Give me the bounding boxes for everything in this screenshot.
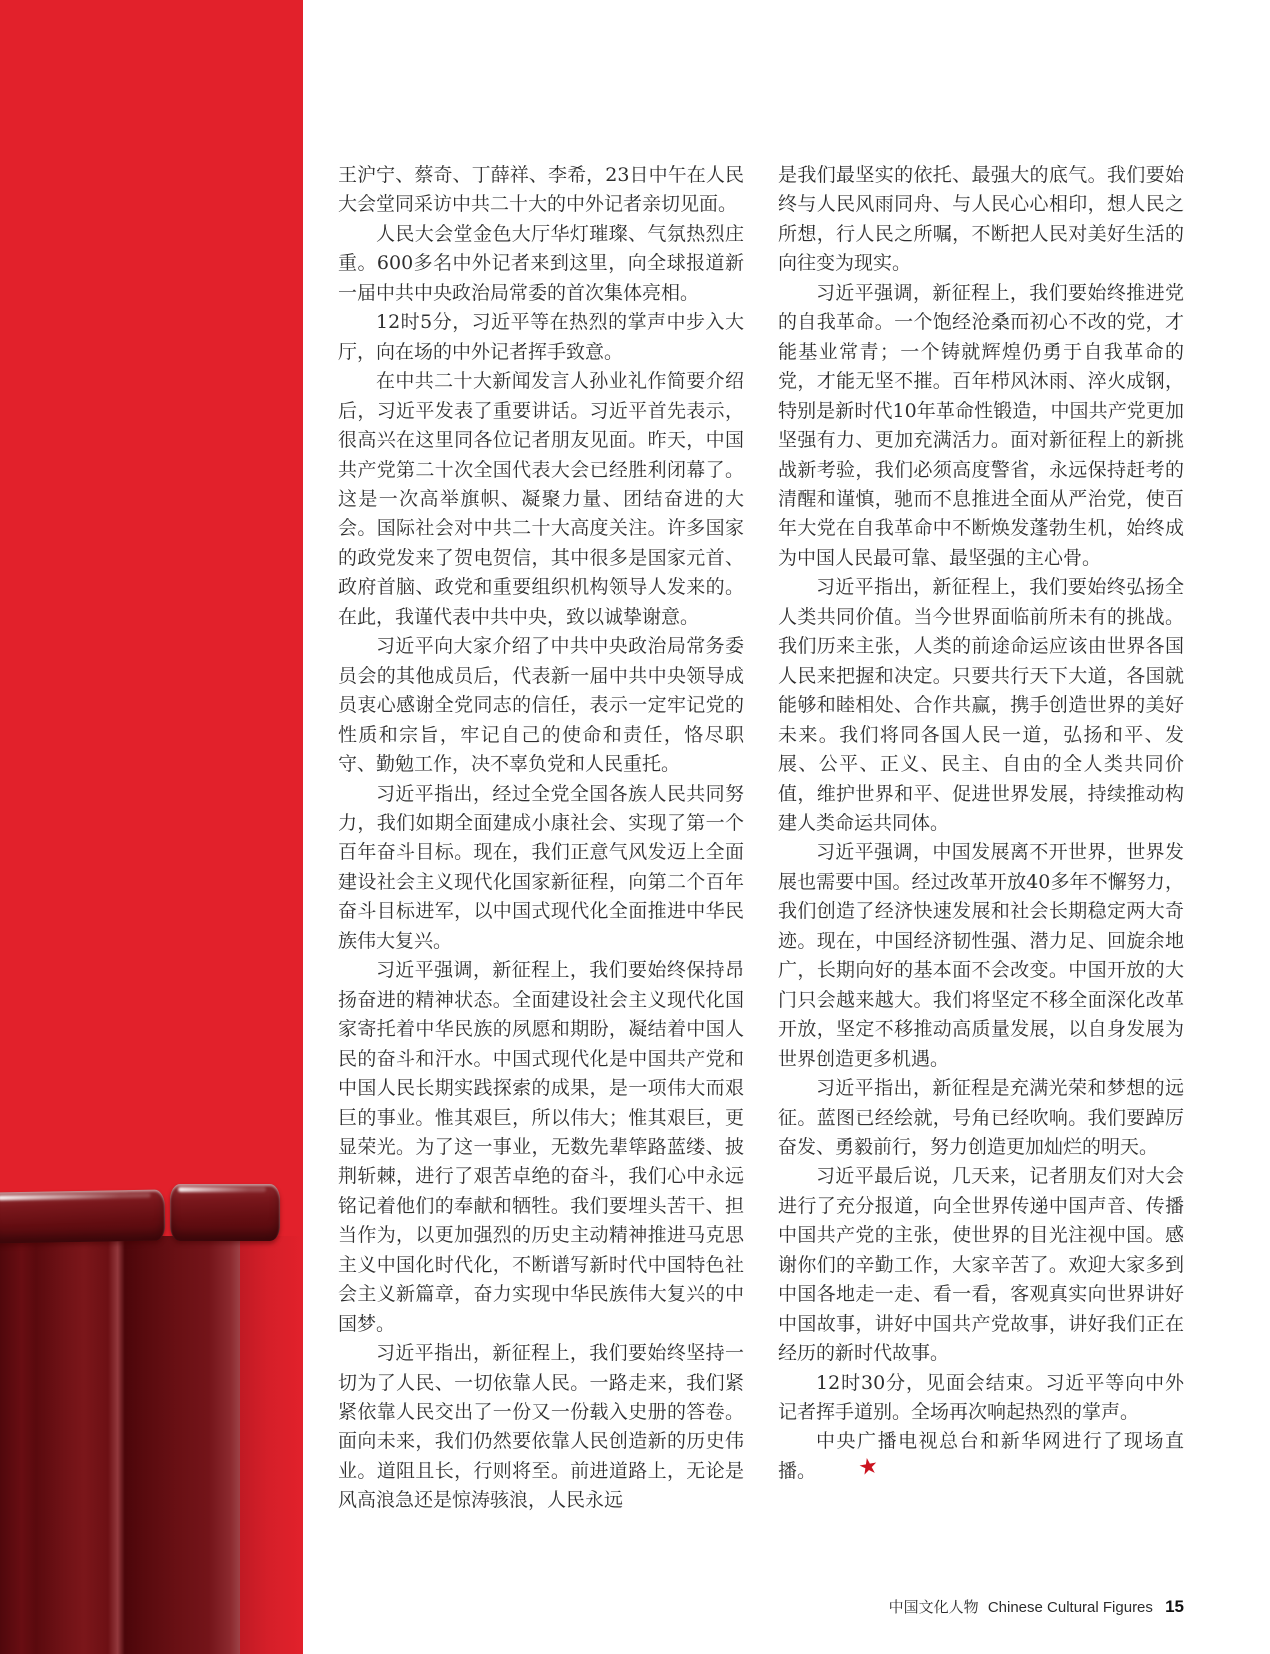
page-footer [338,1596,1184,1617]
paragraph: 在中共二十大新闻发言人孙业礼作简要介绍后，习近平发表了重要讲话。习近平首先表示，很高兴在这里同各位记者朋友见面。昨天，中国共产党第二十次全国代表大会已经胜利闭幕了。这是一次高举旗帜、凝聚力量、团结奋进的大会。国际社会对中共二十大高度关注。许多国家的政党发来了贺电贺信，其中很多是国家元首、政府首脑、政党和重要组织机构领导人发来的。在此，我谨代表中共中央，致以诚挚谢意。 [338,370,744,628]
paragraph: 习近平强调，新征程上，我们要始终保持昂扬奋进的精神状态。全面建设社会主义现代化国家寄托着中华民族的夙愿和期盼，凝结着中国人民的奋斗和汗水。中国式现代化是中国共产党和中国人民长期实践探索的成果，是一项伟大而艰巨的事业。惟其艰巨，所以伟大；惟其艰巨，更显荣光。为了这一事业，无数先辈筚路蓝缕、披荆斩棘，进行了艰苦卓绝的奋斗，我们心中永远铭记着他们的奉献和牺牲。我们要埋头苦干、担当作为，以更加强烈的历史主动精神推进马克思主义中国化时代化，不断谱写新时代中国特色社会主义新篇章，奋力实现中华民族伟大复兴的中国梦。 [338,959,744,1335]
article-left-column [338,161,744,1516]
journal-name-en: Chinese Cultural Figures [987,1599,1153,1616]
railing-posts [0,1236,240,1654]
page-number: 15 [1165,1597,1184,1616]
journal-name-cn: 中国文化人物 [888,1599,979,1616]
paragraph: 习近平最后说，几天来，记者朋友们对大会进行了充分报道，向全世界传递中国声音、传播中国共产党的主张，使世界的目光注视中国。感谢你们的辛勤工作，大家辛苦了。欢迎大家多到中国各地走一走、看一看，客观真实向世界讲好中国故事，讲好中国共产党故事，讲好我们正在经历的新时代故事。 [778,1165,1184,1365]
paragraph: 习近平强调，中国发展离不开世界，世界发展也需要中国。经过改革开放40多年不懈努力，我们创造了经济快速发展和社会长期稳定两大奇迹。现在，中国经济韧性强、潜力足、回旋余地广，长期向好的基本面不会改变。中国开放的大门只会越来越大。我们将坚定不移全面深化改革开放，坚定不移推动高质量发展，以自身发展为世界创造更多机遇。 [778,841,1184,1070]
paragraph: 习近平指出，新征程上，我们要始终坚持一切为了人民、一切依靠人民。一路走来，我们紧紧依靠人民交出了一份又一份载入史册的答卷。面向未来，我们仍然要依靠人民创造新的历史伟业。道阻且长，行则将至。前进道路上，无论是风高浪急还是惊涛骇浪，人民永远 [338,1342,744,1512]
railing-shadow-strip [240,1236,303,1654]
paragraph: 习近平强调，新征程上，我们要始终推进党的自我革命。一个饱经沧桑而初心不改的党，才能基业常青；一个铸就辉煌仍勇于自我革命的党，才能无坚不摧。百年栉风沐雨、淬火成钢，特别是新时代10年革命性锻造，中国共产党更加坚强有力、更加充满活力。面对新征程上的新挑战新考验，我们必须高度警省，永远保持赶考的清醒和谨慎，驰而不息推进全面从严治党，使百年大党在自我革命中不断焕发蓬勃生机，始终成为中国人民最可靠、最坚强的主心骨。 [778,281,1184,569]
end-star-icon: ★ [856,1453,881,1482]
paragraph: 12时30分，见面会结束。习近平等向中外记者挥手道别。全场再次响起热烈的掌声。 [778,1371,1184,1424]
paragraph: 王沪宁、蔡奇、丁薛祥、李希，23日中午在人民大会堂同采访中共二十大的中外记者亲切见面。 [338,164,744,216]
paragraph: 习近平向大家介绍了中共中央政治局常务委员会的其他成员后，代表新一届中共中央领导成员衷心感谢全党同志的信任，表示一定牢记党的性质和宗旨，牢记自己的使命和责任，恪尽职守、勤勉工作，决不辜负党和人民重托。 [338,635,744,776]
red-sidebar-photo [0,0,303,1654]
railing-cap-left [0,1189,165,1243]
article-right-column [778,161,1184,1486]
paragraph: 习近平指出，新征程是充满光荣和梦想的远征。蓝图已经绘就，号角已经吹响。我们要踔厉奋发、勇毅前行，努力创造更加灿烂的明天。 [778,1077,1184,1158]
paragraph: 是我们最坚实的依托、最强大的底气。我们要始终与人民风雨同舟、与人民心心相印，想人民之所想，行人民之所嘱，不断把人民对美好生活的向往变为现实。 [778,164,1184,275]
paragraph: 人民大会堂金色大厅华灯璀璨、气氛热烈庄重。600多名中外记者来到这里，向全球报道新一届中共中央政治局常委的首次集体亮相。 [338,222,744,304]
paragraph: 习近平指出，经过全党全国各族人民共同努力，我们如期全面建成小康社会、实现了第一个百年奋斗目标。现在，我们正意气风发迈上全面建设社会主义现代化国家新征程，向第二个百年奋斗目标进军，以中国式现代化全面推进中华民族伟大复兴。 [338,782,744,952]
paragraph: 12时5分，习近平等在热烈的掌声中步入大厅，向在场的中外记者挥手致意。 [338,311,744,363]
railing-cap-right [170,1184,280,1241]
paragraph: 习近平指出，新征程上，我们要始终弘扬全人类共同价值。当今世界面临前所未有的挑战。我们历来主张，人类的前途命运应该由世界各国人民来把握和决定。只要共行天下大道，各国就能够和睦相处、合作共赢，携手创造世界的美好未来。我们将同各国人民一道，弘扬和平、发展、公平、正义、民主、自由的全人类共同价值，维护世界和平、促进世界发展，持续推动构建人类命运共同体。 [778,576,1184,834]
paragraph: 中央广播电视总台和新华网进行了现场直播。 ★ [778,1427,1184,1486]
